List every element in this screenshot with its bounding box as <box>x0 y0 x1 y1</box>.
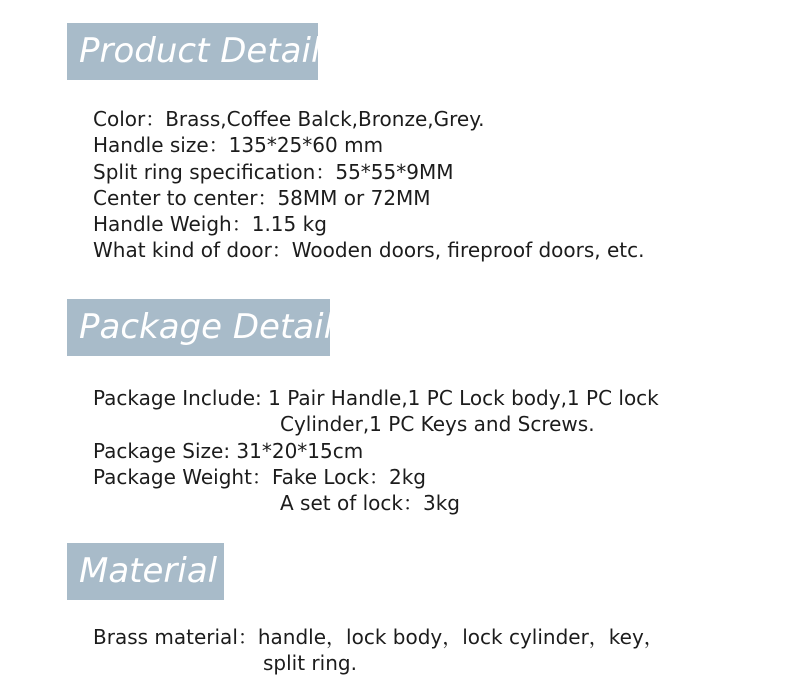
product-detail-header: Product Detail <box>67 23 318 80</box>
package-include-continuation: Cylinder,1 PC Keys and Screws. <box>280 412 595 437</box>
package-weight-label: Package Weight： <box>93 464 272 489</box>
material-list <box>93 624 664 677</box>
package-detail-header: Package Detail <box>67 299 330 356</box>
color-spec: Color：Brass,Coffee Balck,Bronze,Grey. <box>93 107 485 131</box>
brass-material-parts: handle，lock body，lock cylinder，key， <box>257 625 664 649</box>
door-type-spec: What kind of door：Wooden doors, fireproof doors, etc. <box>93 238 645 263</box>
brass-material-continuation: split ring. <box>263 651 357 676</box>
handle-size-spec: Handle size：135*25*60 mm <box>93 133 384 158</box>
fake-lock-weight: Fake Lock：2kg <box>271 464 426 489</box>
split-ring-spec: Split ring specification：55*55*9MM <box>93 159 454 184</box>
package-size-row: Package Size: 31*20*15cm <box>93 438 364 463</box>
lock-set-weight: A set of lock：3kg <box>280 491 460 516</box>
handle-weight-spec: Handle Weigh：1.15 kg <box>93 212 327 237</box>
package-detail-list <box>93 385 659 516</box>
material-header: Material <box>67 543 224 600</box>
center-to-center-spec: Center to center：58MM or 72MM <box>93 185 431 210</box>
brass-material-row <box>93 624 664 650</box>
package-include-label: Package Include: <box>93 386 269 410</box>
brass-material-label: Brass material： <box>93 625 258 649</box>
package-weight-row <box>93 464 659 490</box>
package-include-row <box>93 385 659 411</box>
package-include-value: 1 Pair Handle,1 PC Lock body,1 PC lock <box>268 386 659 410</box>
product-detail-list <box>93 106 645 264</box>
